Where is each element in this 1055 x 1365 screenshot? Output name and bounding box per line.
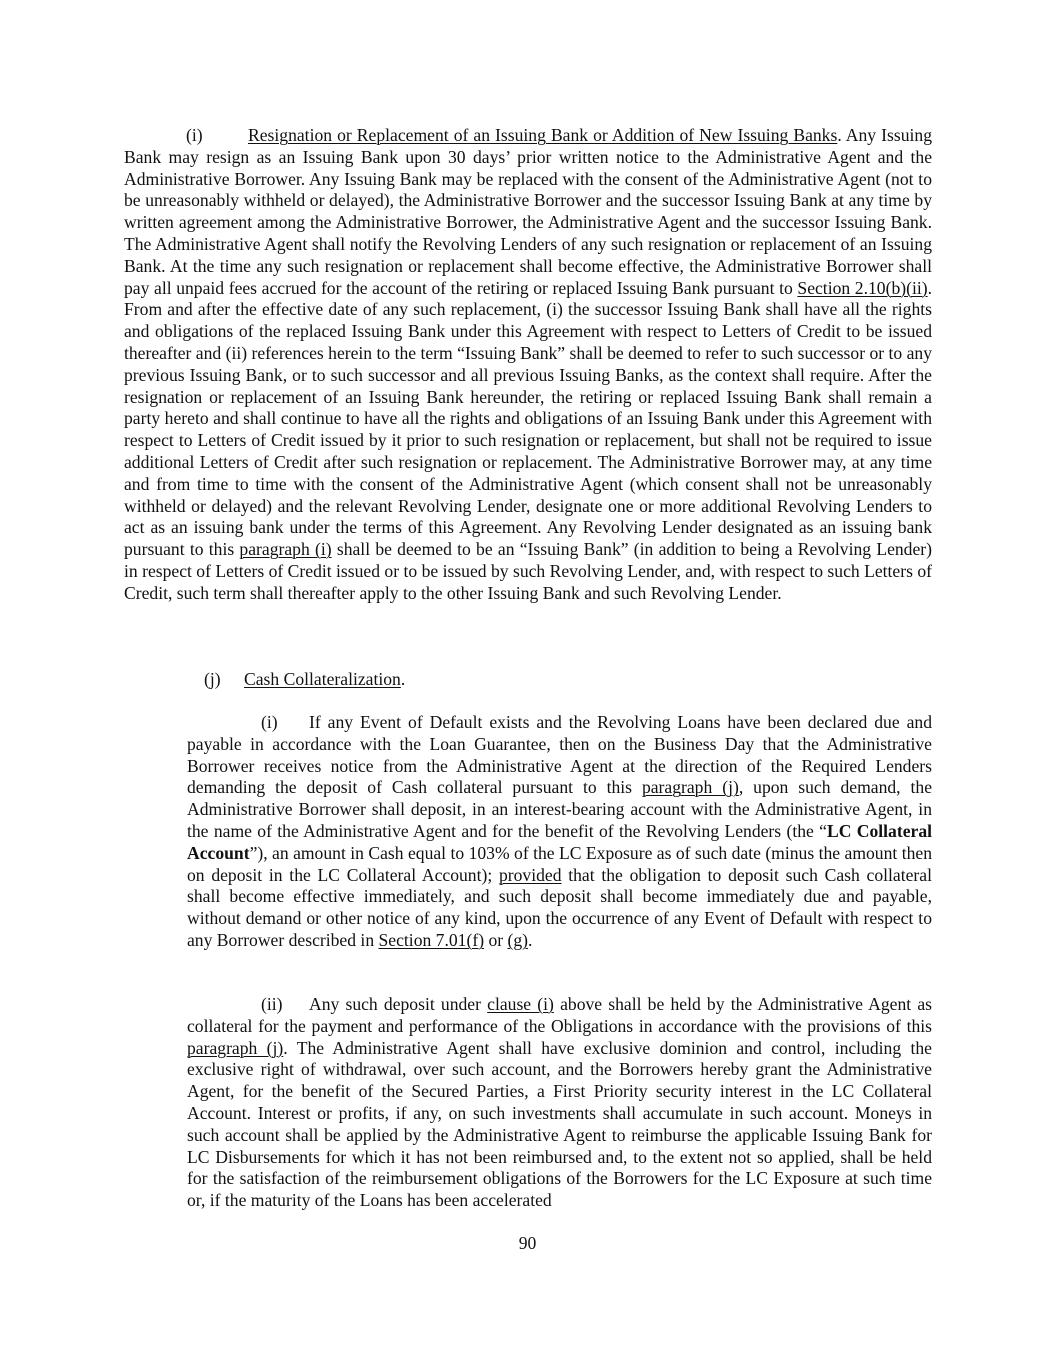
subparagraph-i-text: that the obligation to deposit such Cash collateral shall become effective immediately, and such deposit shall become immediately due and payable, without demand or other notice of any kind, upon the occurrence of any Event of Default with respect to any Borrower described in (187, 864, 932, 950)
paragraph-i-text: . From and after the effective date of any such replacement, (i) the successor Issuing Bank shall have all the rights and obligations of the replaced Issuing Bank under this Agreement with respect to Letters of Credit to be issued thereafter and (ii) references herein to the term “Issuing Bank” shall be deemed to refer to such successor or to any previous Issuing Bank, or to such successor and all previous Issuing Banks, as the context shall require. After the resignation or replacement of an Issuing Bank hereunder, the retiring or replaced Issuing Bank shall remain a party hereto and shall continue to have all the rights and obligations of an Issuing Bank under this Agreement with respect to Letters of Credit issued by it prior to such resignation or replacement, but shall not be required to issue additional Letters of Credit after such resignation or replacement. The Administrative Borrower may, at any time and from time to time with the consent of the Administrative Agent (which consent shall not be unreasonably withheld or delayed) and the relevant Revolving Lender, designate one or more additional Revolving Lenders to act as an issuing bank under the terms of this Agreement. Any Revolving Lender designated as an issuing bank pursuant to this (124, 277, 932, 560)
subparagraph-i-text: . (528, 929, 533, 950)
page-number: 90 (518, 1233, 537, 1253)
subparagraph-i (187, 712, 932, 952)
subparagraph-ii (187, 994, 932, 1212)
subparagraph-i-text: , upon such demand, the Administrative Borrower shall deposit, in an interest-bearing account with the Administrative Agent, in the name of the Administrative Agent and for the benefit of the Revolving Lenders (the “ (187, 777, 933, 841)
paragraph-i (124, 125, 932, 605)
paragraph-reference: paragraph (j) (641, 777, 739, 798)
paragraph-i-text: shall be deemed to be an “Issuing Bank” (in addition to being a Revolving Lender) in respect of Letters of Credit issued or to be issued by such Revolving Lender, and, with respect to such Letters of Credit, such term shall thereafter apply to the other Issuing Bank and such Revolving Lender. (124, 539, 932, 603)
paragraph-j (124, 669, 932, 691)
subparagraph-i-text: ”), an amount in Cash equal to 103% of the LC Exposure as of such date (minus the amount then on deposit in the LC Collateral Account); (187, 842, 932, 885)
paragraph-reference: paragraph (j) (187, 1037, 284, 1058)
subparagraph-i-text: or (484, 929, 508, 950)
subparagraph-ii-text: . The Administrative Agent shall have exclusive dominion and control, including the exclusive right of withdrawal, over such account, and the Borrowers hereby grant the Administrative Agent, for the benefit of the Secured Parties, a First Priority security interest in the LC Collateral Account. Interest or profits, if any, on such investments shall accumulate in such account. Moneys in such account shall be applied by the Administrative Agent to reimburse the applicable Issuing Bank for LC Disbursements for which it has not been reimbursed and, to the extent not so applied, shall be held for the satisfaction of the reimbursement obligations of the Borrowers for the LC Exposure at such time or, if the maturity of the Loans has been accelerated (187, 1037, 932, 1211)
subparagraph-i-label: (i) (261, 712, 278, 732)
subparagraph-ii-text: Any such deposit under (309, 994, 488, 1014)
paragraph-j-label: (j) (204, 669, 221, 689)
paragraph-j-heading: Cash Collateralization (244, 669, 401, 689)
subparagraph-ii-label: (ii) (261, 994, 283, 1014)
section-reference: (g) (507, 929, 529, 950)
subparagraph-ii-text: above shall be held by the Administrative Agent as collateral for the payment and performance of the Obligations in accordance with the provisions of this (187, 994, 932, 1036)
proviso-term: provided (498, 864, 562, 885)
section-reference: Section 2.10(b)(ii) (797, 277, 928, 298)
paragraph-i-text: . Any Issuing Bank may resign as an Issuing Bank upon 30 days’ prior written notice to the Administrative Agent and the Administrative Borrower. Any Issuing Bank may be replaced with the consent of the Administrative Agent (not to be unreasonably withheld or delayed), the Administrative Borrower and the successor Issuing Bank at any time by written agreement among the Administrative Borrower, the Administrative Agent and the successor Issuing Bank. The Administrative Agent shall notify the Revolving Lenders of any such resignation or replacement of an Issuing Bank. At the time any such resignation or replacement shall become effective, the Administrative Borrower shall pay all unpaid fees accrued for the account of the retiring or replaced Issuing Bank pursuant to (124, 125, 932, 298)
defined-term: LC Collateral Account (187, 820, 933, 863)
paragraph-i-heading: Resignation or Replacement of an Issuing Bank or Addition of New Issuing Banks (248, 125, 838, 145)
paragraph-j-tail: . (400, 669, 406, 689)
subparagraph-i-text: If any Event of Default exists and the Revolving Loans have been declared due and payable in accordance with the Loan Guarantee, then on the Business Day that the Administrative Borrower receives notice from the Administrative Agent at the direction of the Required Lenders demanding the deposit of Cash collateral pursuant to this (187, 712, 932, 798)
paragraph-reference: paragraph (i) (239, 539, 332, 560)
paragraph-i-label: (i) (186, 125, 203, 145)
section-reference: Section 7.01(f) (378, 929, 485, 950)
clause-reference: clause (i) (487, 994, 554, 1014)
